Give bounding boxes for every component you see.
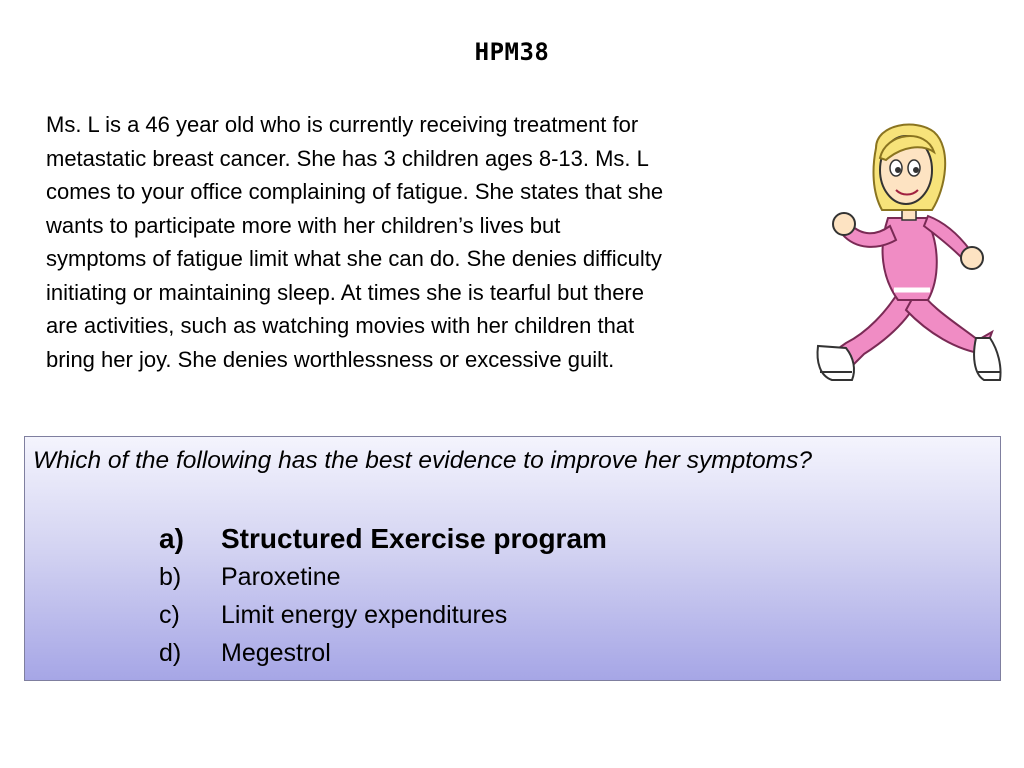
option-text: Structured Exercise program [221,523,607,554]
option-a[interactable] [137,523,607,563]
case-line: symptoms of fatigue limit what she can do. She denies difficulty [46,246,662,271]
option-text: Limit energy expenditures [221,601,508,629]
option-b[interactable] [137,563,607,601]
option-d[interactable] [137,639,607,677]
case-line: wants to participate more with her children’s lives but [46,212,561,238]
option-letter: c) [159,601,180,629]
option-c[interactable] [137,601,607,639]
answer-options [137,523,607,677]
case-line: initiating or maintaining sleep. At times she is tearful but there [46,279,644,305]
option-letter: d) [159,639,182,667]
case-line: are activities, such as watching movies with her children that [46,313,635,338]
walking-woman-icon [806,118,1002,388]
option-letter: a) [159,523,184,554]
option-letter: b) [159,563,182,591]
case-description [46,108,806,376]
case-line: metastatic breast cancer. She has 3 children ages 8-13. Ms. L [46,145,649,171]
option-text: Paroxetine [221,563,341,591]
question-box [24,436,1001,681]
case-line: comes to your office complaining of fatigue. She states that she [46,179,664,204]
option-text: Megestrol [221,639,331,667]
question-text: Which of the following has the best evidence to improve her symptoms? [33,447,812,474]
case-line: bring her joy. She denies worthlessness or excessive guilt. [46,346,615,372]
slide-title: HPM38 [474,38,550,66]
case-line: Ms. L is a 46 year old who is currently receiving treatment for [46,112,639,137]
